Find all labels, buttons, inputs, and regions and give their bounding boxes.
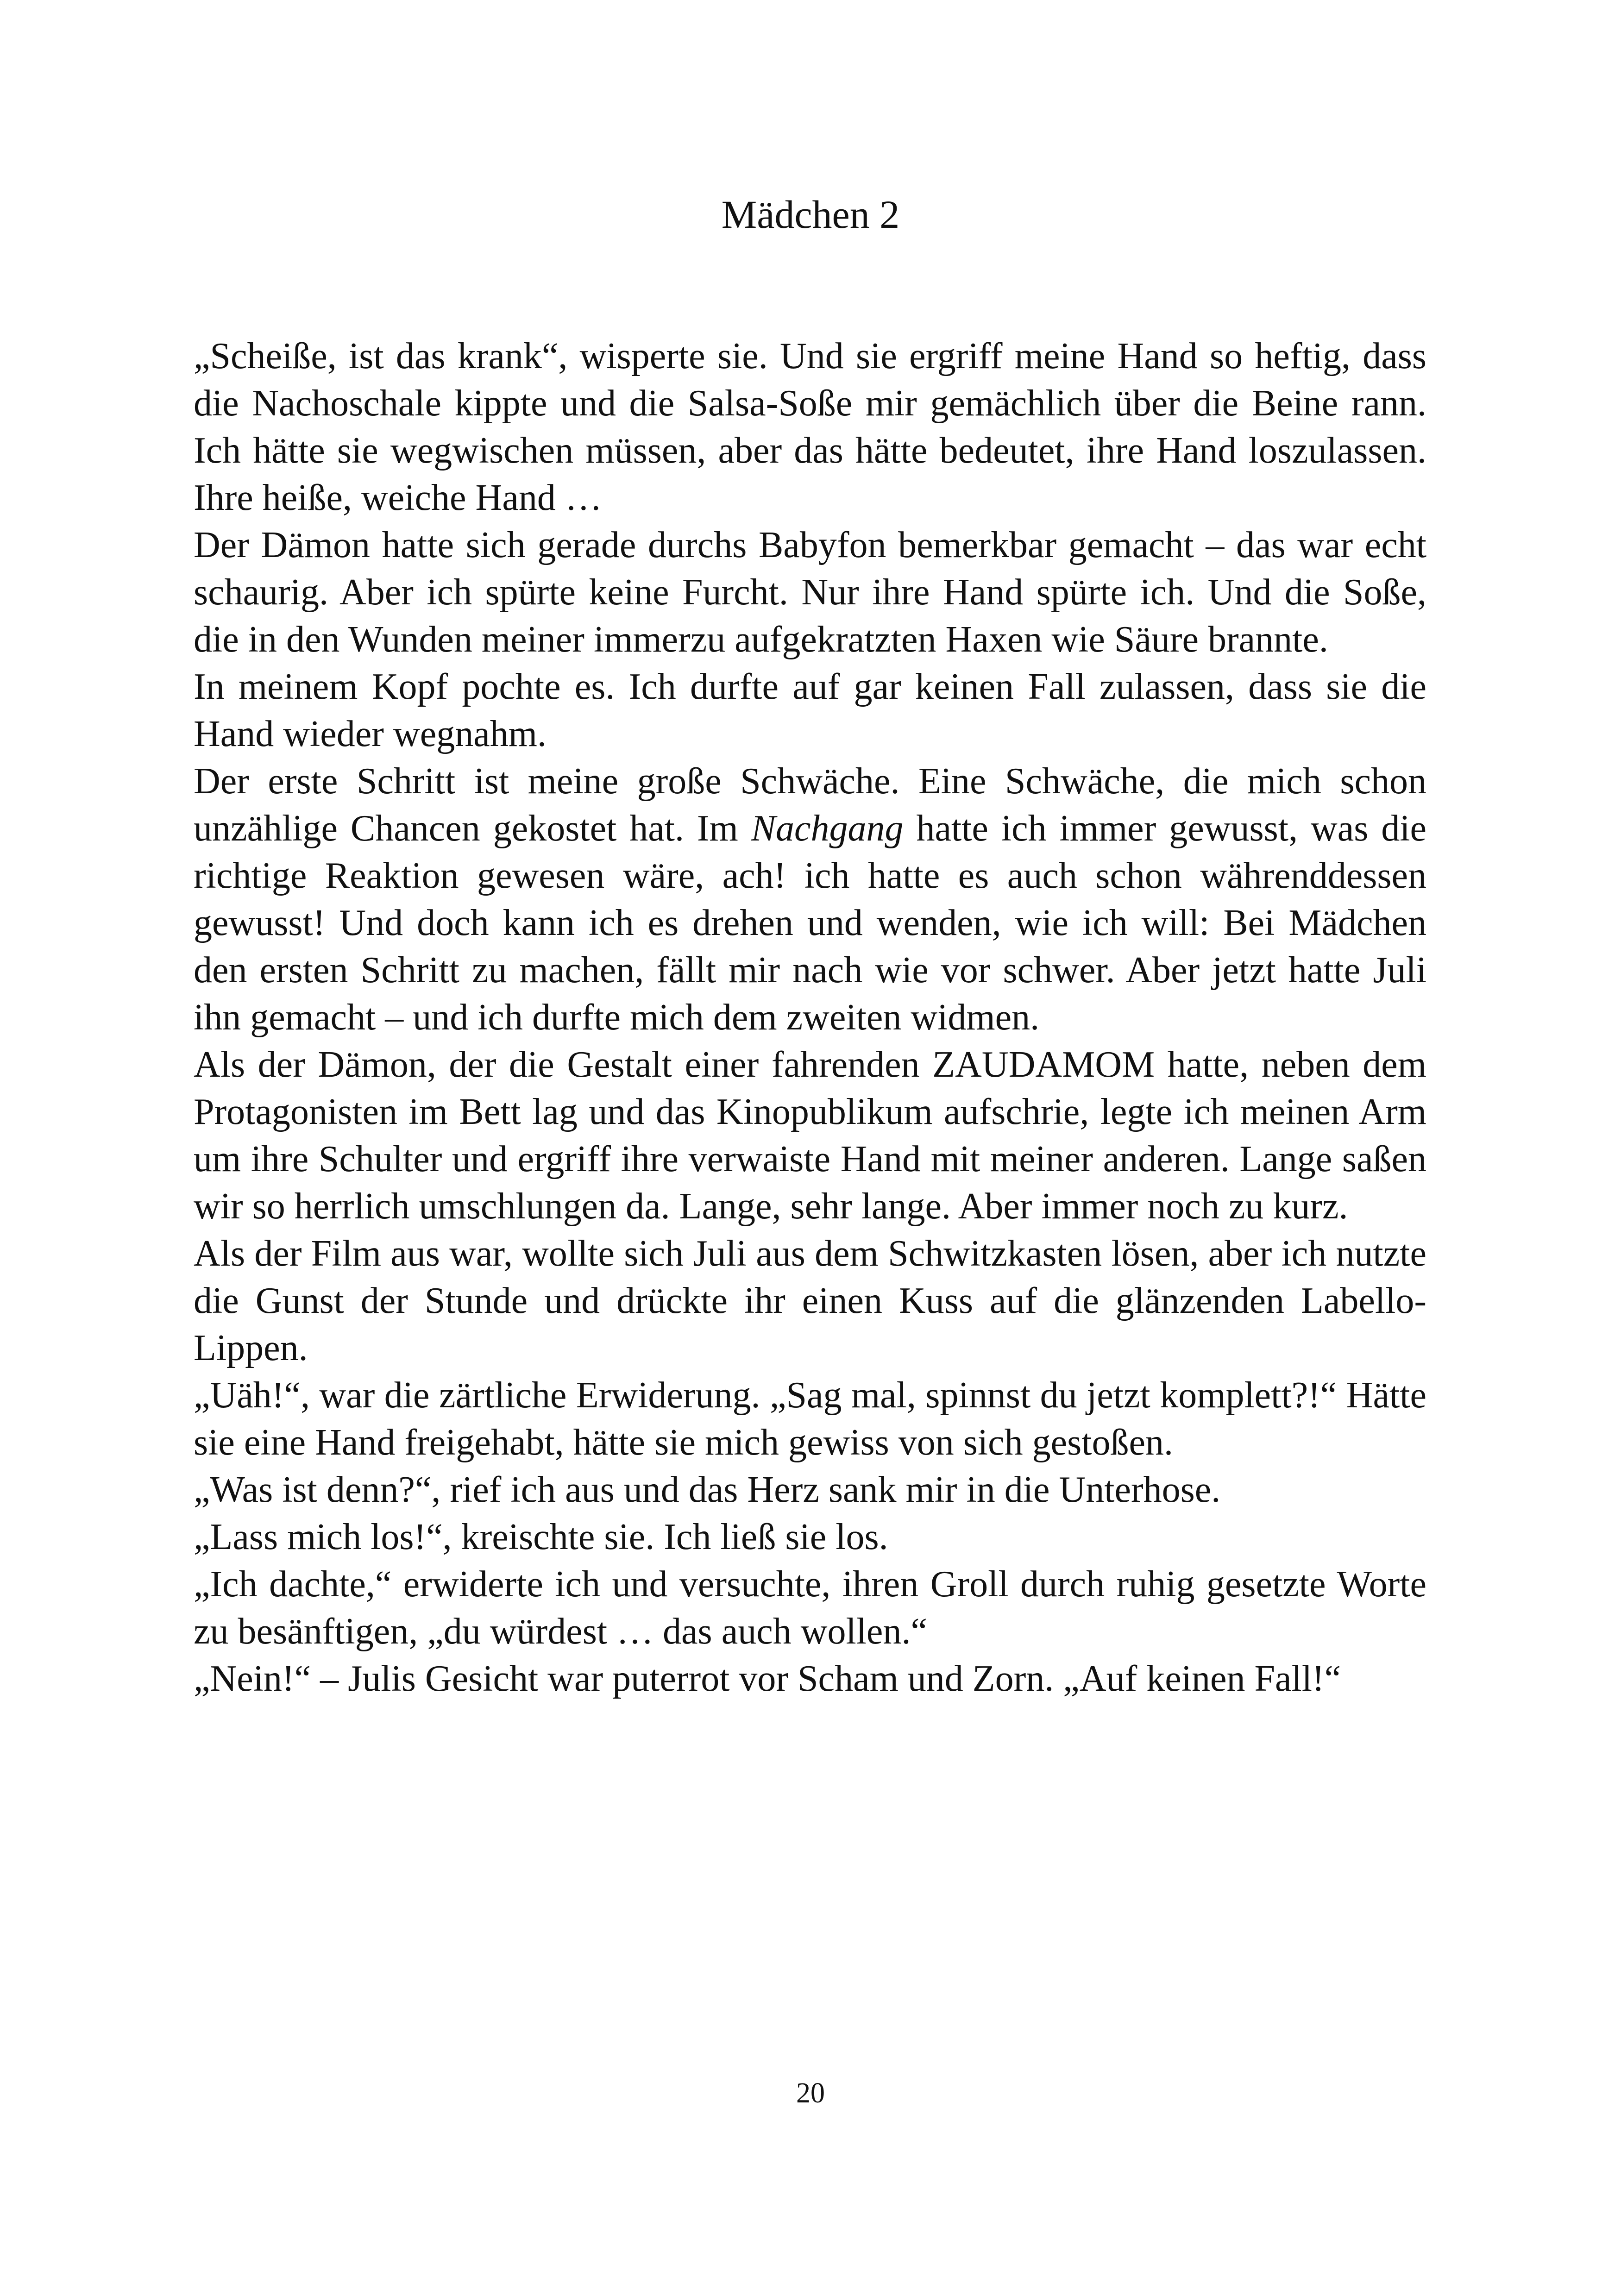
page-number: 20	[796, 2077, 825, 2109]
paragraph-text: „Uäh!“, war die zärtliche Erwiderung. „Sag mal, spinnst du jetzt komplett?!“ Hätte sie eine Hand freigehabt, hätte sie mich gewiss von sich gestoßen.	[194, 1375, 1426, 1463]
paragraph-text: Als der Film aus war, wollte sich Juli aus dem Schwitzkasten lösen, aber ich nutzte die Gunst der Stunde und drückte ihr einen Kuss auf die glänzenden Labello-Lippen.	[194, 1233, 1426, 1368]
paragraph-text: In meinem Kopf pochte es. Ich durfte auf gar keinen Fall zulassen, dass sie die Hand wieder wegnahm.	[194, 666, 1426, 754]
paragraph-text: Der Dämon hatte sich gerade durchs Babyfon bemerkbar gemacht – das war echt schaurig. Aber ich spürte keine Furcht. Nur ihre Hand spürte ich. Und die Soße, die in den Wunden meiner immerzu aufgekratzten Haxen wie Säure brannte.	[194, 525, 1426, 660]
paragraph	[194, 758, 1426, 1041]
paragraph	[194, 1466, 1426, 1513]
paragraph-text: „Lass mich los!“, kreischte sie. Ich ließ sie los.	[194, 1517, 888, 1557]
paragraph	[194, 332, 1426, 521]
paragraph-text: Als der Dämon, der die Gestalt einer fahrenden ZAUDAMOM hatte, neben dem Protagonisten im Bett lag und das Kinopublikum aufschrie, legte ich meinen Arm um ihre Schulter und ergriff ihre verwaiste Hand mit meiner anderen. Lange saßen wir so herrlich umschlungen da. Lange, sehr lange. Aber immer noch zu kurz.	[194, 1044, 1426, 1227]
paragraph	[194, 1372, 1426, 1466]
paragraph-text: „Ich dachte,“ erwiderte ich und versuchte, ihren Groll durch ruhig gesetzte Worte zu besänftigen, „du würdest … das auch wollen.“	[194, 1564, 1426, 1652]
paragraph	[194, 1561, 1426, 1655]
paragraph-text: „Nein!“ – Julis Gesicht war puterrot vor Scham und Zorn. „Auf keinen Fall!“	[194, 1658, 1341, 1699]
paragraph	[194, 1655, 1426, 1702]
page-title: Mädchen 2	[721, 192, 900, 237]
paragraph	[194, 521, 1426, 663]
paragraph	[194, 1041, 1426, 1230]
paragraph	[194, 663, 1426, 758]
paragraph-text: „Scheiße, ist das krank“, wisperte sie. Und sie ergriff meine Hand so heftig, dass die Nachoschale kippte und die Salsa-Soße mir gemächlich über die Beine rann. Ich hätte sie wegwischen müssen, aber das hätte bedeutet, ihre Hand loszulassen. Ihre heiße, weiche Hand …	[194, 336, 1426, 518]
paragraph-text: „Was ist denn?“, rief ich aus und das Herz sank mir in die Unterhose.	[194, 1469, 1221, 1510]
paragraph-emphasis: Nachgang	[751, 808, 904, 849]
paragraph-text: hatte ich immer gewusst, was die richtige Reaktion gewesen wäre, ach! ich hatte es auch schon währenddessen gewusst! Und doch kann ich es drehen und wenden, wie ich will: Bei Mädchen den ersten Schritt zu machen, fällt mir nach wie vor schwer. Aber jetzt hatte Juli ihn gemacht – und ich durfte mich dem zweiten widmen.	[194, 808, 1427, 1038]
paragraph-text: Der erste Schritt ist meine große Schwäche. Eine Schwäche, die mich schon unzählige Chancen gekostet hat. Im	[194, 761, 1426, 849]
paragraph	[194, 1513, 1426, 1561]
body-text	[194, 332, 1426, 1702]
paragraph	[194, 1230, 1426, 1372]
